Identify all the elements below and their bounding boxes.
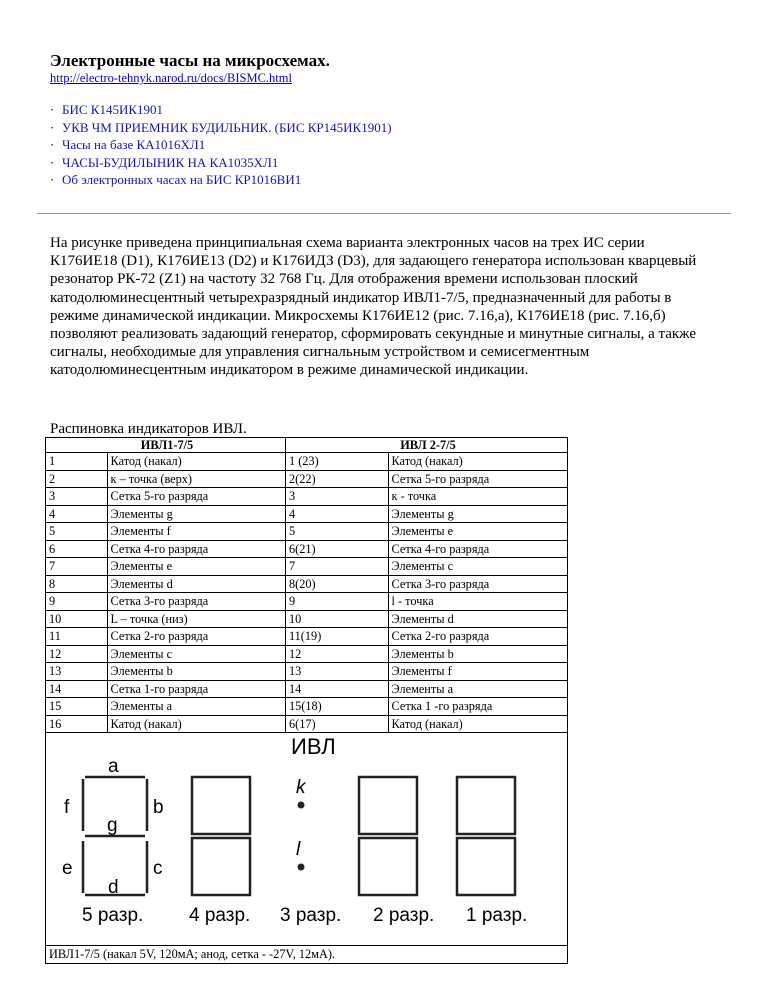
pin-ivl2: 6(17) bbox=[285, 715, 388, 733]
pin-ivl2: 15(18) bbox=[285, 698, 388, 716]
pin-ivl2: 11(19) bbox=[285, 628, 388, 646]
dots bbox=[296, 777, 307, 871]
table-row bbox=[46, 610, 568, 628]
label-a: a bbox=[108, 756, 119, 777]
function-ivl2: Катод (накал) bbox=[388, 715, 567, 733]
pin-ivl1: 9 bbox=[46, 593, 108, 611]
function-ivl1: Катод (накал) bbox=[107, 715, 285, 733]
link-ka1016hl1[interactable]: Часы на базе КА1016ХЛ1 bbox=[62, 137, 206, 152]
table-row bbox=[46, 453, 568, 471]
pin-ivl1: 11 bbox=[46, 628, 108, 646]
function-ivl1: Элементы d bbox=[107, 575, 285, 593]
table-row bbox=[46, 470, 568, 488]
pin-ivl1: 6 bbox=[46, 540, 108, 558]
bullet: · bbox=[50, 154, 55, 170]
function-ivl2: l - точка bbox=[388, 593, 567, 611]
table-row bbox=[46, 698, 568, 716]
table-row bbox=[46, 715, 568, 733]
description-paragraph: На рисунке приведена принципиальная схема варианта электронных часов на трех ИС серии К176ИЕ18 (D1), К176ИЕ13 (D2) и К176ИДЗ (D3), для задающего генератора использован кварцевый резонатор РК-72 (Z1) на частоту 32 768 Гц. Для отображения времени использован плоский катодолюминесцентный четырехразрядный индикатор ИВЛ1-7/5, предназначенный для работы в режиме динамической индикации. Микросхемы К176ИЕ12 (рис. 7.16,а), К176ИЕ18 (рис. 7.16,б) позволяют реализовать задающий генератор, сформировать секундные и минутные сигналы, а также сигналы, необходимые для управления сигнальным устройством и семисегментным катодолюминесцентным индикатором в режиме динамической индикации. bbox=[50, 235, 697, 379]
function-ivl2: Элементы d bbox=[388, 610, 567, 628]
list-item[interactable] bbox=[50, 101, 392, 119]
function-ivl1: Элементы a bbox=[107, 698, 285, 716]
diagram-title: ИВЛ bbox=[291, 734, 336, 759]
table-body bbox=[46, 453, 568, 733]
pin-ivl2: 2(22) bbox=[285, 470, 388, 488]
link-ka1035hl1[interactable]: ЧАСЫ-БУДИЛЫНИК НА КА1035ХЛ1 bbox=[62, 154, 279, 170]
label-l: l bbox=[296, 839, 301, 860]
list-item[interactable] bbox=[50, 171, 392, 189]
pin-ivl1: 16 bbox=[46, 715, 108, 733]
function-ivl2: Сетка 1 -го разряда bbox=[388, 698, 567, 716]
function-ivl1: Элементы b bbox=[107, 663, 285, 681]
digit-1 bbox=[457, 777, 515, 895]
pin-ivl2: 8(20) bbox=[285, 575, 388, 593]
ivl-diagram bbox=[46, 733, 567, 945]
link-ukv-receiver[interactable]: УКВ ЧМ ПРИЕМНИК БУДИЛЬНИК. (БИС КР145ИК1901) bbox=[62, 119, 392, 135]
source-link[interactable]: http://electro-tehnyk.narod.ru/docs/BISMC.html bbox=[50, 71, 292, 85]
function-ivl2: Элементы f bbox=[388, 663, 567, 681]
table-row bbox=[46, 488, 568, 506]
function-ivl2: Катод (накал) bbox=[388, 453, 567, 471]
header-ivl1: ИВЛ1-7/5 bbox=[46, 438, 286, 453]
note-row bbox=[46, 946, 568, 964]
label-b: b bbox=[153, 797, 164, 818]
pinout-table bbox=[45, 437, 568, 964]
label-d: d bbox=[108, 877, 119, 898]
pin-ivl1: 2 bbox=[46, 470, 108, 488]
table-row bbox=[46, 540, 568, 558]
function-ivl1: к – точка (верх) bbox=[107, 470, 285, 488]
table-caption: Распиновка индикаторов ИВЛ. bbox=[50, 421, 247, 437]
function-ivl2: к - точка bbox=[388, 488, 567, 506]
function-ivl2: Элементы g bbox=[388, 505, 567, 523]
table-row bbox=[46, 628, 568, 646]
pin-ivl1: 3 bbox=[46, 488, 108, 506]
pin-ivl1: 4 bbox=[46, 505, 108, 523]
pin-ivl2: 6(21) bbox=[285, 540, 388, 558]
label-g: g bbox=[107, 815, 118, 836]
pin-ivl1: 14 bbox=[46, 680, 108, 698]
digit-4-frame bbox=[192, 777, 250, 895]
diagram-cell bbox=[46, 733, 568, 946]
pin-ivl1: 8 bbox=[46, 575, 108, 593]
digit-2 bbox=[359, 777, 417, 895]
list-item[interactable] bbox=[50, 154, 392, 172]
label-4-razr: 4 разр. bbox=[189, 905, 251, 926]
pin-ivl2: 14 bbox=[285, 680, 388, 698]
link-k145ik1901[interactable]: БИС К145ИК1901 bbox=[62, 102, 164, 117]
digit-4 bbox=[192, 777, 250, 895]
function-ivl1: Сетка 1-го разряда bbox=[107, 680, 285, 698]
pin-ivl2: 3 bbox=[285, 488, 388, 506]
table-row bbox=[46, 575, 568, 593]
function-ivl1: Сетка 4-го разряда bbox=[107, 540, 285, 558]
dot-k bbox=[298, 802, 305, 809]
function-ivl1: Сетка 2-го разряда bbox=[107, 628, 285, 646]
label-k: k bbox=[296, 777, 306, 798]
function-ivl2: Элементы e bbox=[388, 523, 567, 541]
function-ivl2: Элементы a bbox=[388, 680, 567, 698]
table-row bbox=[46, 680, 568, 698]
table-row bbox=[46, 505, 568, 523]
table-row bbox=[46, 645, 568, 663]
function-ivl1: Сетка 5-го разряда bbox=[107, 488, 285, 506]
function-ivl2: Элементы b bbox=[388, 645, 567, 663]
table-row bbox=[46, 523, 568, 541]
pin-ivl1: 10 bbox=[46, 610, 108, 628]
diagram-row bbox=[46, 733, 568, 946]
pin-ivl2: 12 bbox=[285, 645, 388, 663]
pin-ivl2: 5 bbox=[285, 523, 388, 541]
list-item[interactable] bbox=[50, 119, 392, 137]
link-list bbox=[50, 101, 392, 189]
dot-l bbox=[298, 864, 305, 871]
function-ivl2: Сетка 4-го разряда bbox=[388, 540, 567, 558]
function-ivl1: Элементы c bbox=[107, 645, 285, 663]
table-row bbox=[46, 558, 568, 576]
function-ivl1: Элементы e bbox=[107, 558, 285, 576]
digit-1-frame bbox=[457, 777, 515, 895]
page-title: Электронные часы на микросхемах. bbox=[50, 51, 330, 70]
function-ivl1: Элементы g bbox=[107, 505, 285, 523]
pin-ivl2: 9 bbox=[285, 593, 388, 611]
pin-ivl2: 13 bbox=[285, 663, 388, 681]
pin-ivl2: 4 bbox=[285, 505, 388, 523]
pin-ivl2: 10 bbox=[285, 610, 388, 628]
function-ivl1: Элементы f bbox=[107, 523, 285, 541]
bullet: · bbox=[50, 119, 55, 135]
pin-ivl2: 1 (23) bbox=[285, 453, 388, 471]
header-ivl2: ИВЛ 2-7/5 bbox=[285, 438, 567, 453]
digit-5 bbox=[62, 756, 164, 898]
table-header-row bbox=[46, 438, 568, 453]
table-row bbox=[46, 593, 568, 611]
pin-ivl1: 12 bbox=[46, 645, 108, 663]
table-row bbox=[46, 663, 568, 681]
digit-labels bbox=[82, 905, 527, 926]
function-ivl2: Сетка 2-го разряда bbox=[388, 628, 567, 646]
function-ivl1: L – точка (низ) bbox=[107, 610, 285, 628]
label-2-razr: 2 разр. bbox=[373, 905, 435, 926]
divider bbox=[37, 213, 731, 214]
function-ivl1: Сетка 3-го разряда bbox=[107, 593, 285, 611]
link-kr1016vi1[interactable]: Об электронных часах на БИС КР1016ВИ1 bbox=[62, 172, 302, 187]
label-e: e bbox=[62, 858, 73, 879]
bullet: · bbox=[50, 172, 55, 187]
label-f: f bbox=[64, 797, 70, 818]
label-5-razr: 5 разр. bbox=[82, 905, 144, 926]
pin-ivl1: 7 bbox=[46, 558, 108, 576]
function-ivl1: Катод (накал) bbox=[107, 453, 285, 471]
table-note: ИВЛ1-7/5 (накал 5V, 120мА; анод, сетка - -27V, 12мА). bbox=[46, 946, 568, 964]
pin-ivl1: 1 bbox=[46, 453, 108, 471]
label-1-razr: 1 разр. bbox=[466, 905, 528, 926]
function-ivl2: Сетка 5-го разряда bbox=[388, 470, 567, 488]
pin-ivl1: 13 bbox=[46, 663, 108, 681]
pin-ivl2: 7 bbox=[285, 558, 388, 576]
label-c: c bbox=[153, 858, 163, 879]
pin-ivl1: 15 bbox=[46, 698, 108, 716]
bullet: · bbox=[50, 102, 55, 117]
function-ivl2: Элементы c bbox=[388, 558, 567, 576]
digit-2-frame bbox=[359, 777, 417, 895]
function-ivl2: Сетка 3-го разряда bbox=[388, 575, 567, 593]
label-3-razr: 3 разр. bbox=[280, 905, 342, 926]
list-item[interactable] bbox=[50, 136, 392, 154]
pin-ivl1: 5 bbox=[46, 523, 108, 541]
bullet: · bbox=[50, 137, 55, 152]
